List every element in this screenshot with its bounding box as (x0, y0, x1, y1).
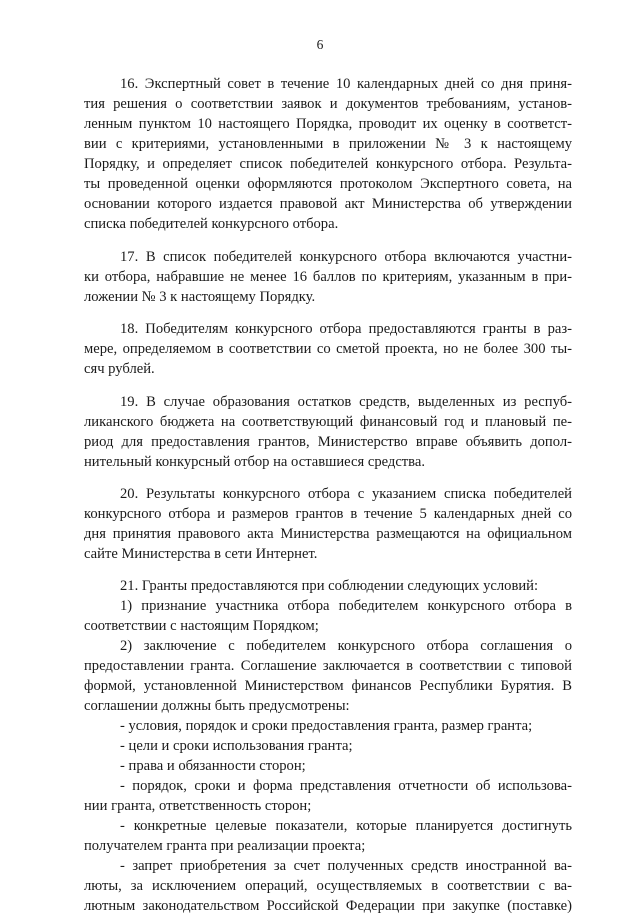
text-line: 21. Гранты предоставляются при соблюдении следующих условий: (120, 578, 539, 594)
text-line: 1) признание участника отбора победителем конкурсного отбора в (120, 598, 572, 614)
text-line: вии с критериями, установленными в приложении № 3 к настоящему (84, 136, 572, 152)
text-line: нительный конкурсный отбор на оставшиеся средства. (84, 454, 426, 470)
text-line: 20. Результаты конкурсного отбора с указанием списка победителей (120, 486, 572, 502)
text-line: ки отбора, набравшие не менее 16 баллов по критериям, указанным в при- (84, 269, 572, 285)
text-line: ленным пунктом 10 настоящего Порядка, проводит их оценку в соответст- (84, 116, 572, 132)
text-line: - конкретные целевые показатели, которые планируется достигнуть (120, 818, 572, 834)
text-line: сайте Министерства в сети Интернет. (84, 546, 318, 562)
text-line: риод для предоставления грантов, Министерство вправе объявить допол- (84, 434, 572, 450)
text-line: 16. Экспертный совет в течение 10 календарных дней со дня приня- (120, 76, 572, 92)
text-line: - порядок, сроки и форма представления отчетности об использова- (120, 778, 572, 794)
text-line: соответствии с настоящим Порядком; (84, 618, 319, 634)
text-line: ты проведенной оценки оформляются протоколом Экспертного совета, на (84, 176, 572, 192)
text-line: - запрет приобретения за счет полученных средств иностранной ва- (120, 858, 572, 874)
text-line: 18. Победителям конкурсного отбора предоставляются гранты в раз- (120, 321, 572, 337)
text-line: 19. В случае образования остатков средств, выделенных из респуб- (120, 394, 572, 410)
text-line: предоставлении гранта. Соглашение заключается в соответствии с типовой (84, 658, 572, 674)
text-line: - права и обязанности сторон; (120, 758, 306, 774)
text-line: ложении № 3 к настоящему Порядку. (84, 289, 316, 305)
text-line: 17. В список победителей конкурсного отбора включаются участни- (120, 249, 572, 265)
text-line: - условия, порядок и сроки предоставления гранта, размер гранта; (120, 718, 533, 734)
text-line: соглашении должны быть предусмотрены: (84, 698, 350, 714)
text-line: формой, установленной Министерством финансов Республики Бурятия. В (84, 678, 572, 694)
text-line: - цели и сроки использования гранта; (120, 738, 353, 754)
text-line: ликанского бюджета на соответствующий финансовый год и плановый пе- (84, 414, 572, 430)
text-line: списка победителей конкурсного отбора. (84, 216, 339, 232)
text-line: сяч рублей. (84, 361, 155, 377)
text-line: 2) заключение с победителем конкурсного отбора соглашения о (120, 638, 572, 654)
text-line: тия решения о соответствии заявок и документов требованиям, установ- (84, 96, 572, 112)
text-line: основании которого издается правовой акт Министерства об утверждении (84, 196, 572, 212)
text-line: конкурсного отбора и размеров грантов в течение 5 календарных дней со (84, 506, 572, 522)
text-line: Порядку, и определяет список победителей конкурсного отбора. Результа- (84, 156, 572, 172)
page-number: 6 (316, 37, 324, 52)
text-line: нии гранта, ответственность сторон; (84, 798, 312, 814)
text-line: получателем гранта при реализации проекта; (84, 838, 366, 854)
text-line: мере, определяемом в соответствии со сметой проекта, но не более 300 ты- (84, 341, 572, 357)
text-line: люты, за исключением операций, осуществляемых в соответствии с ва- (84, 878, 572, 894)
text-line: дня принятия правового акта Министерства размещаются на официальном (84, 526, 572, 542)
text-line: лютным законодательством Российской Федерации при закупке (поставке) (84, 898, 572, 914)
